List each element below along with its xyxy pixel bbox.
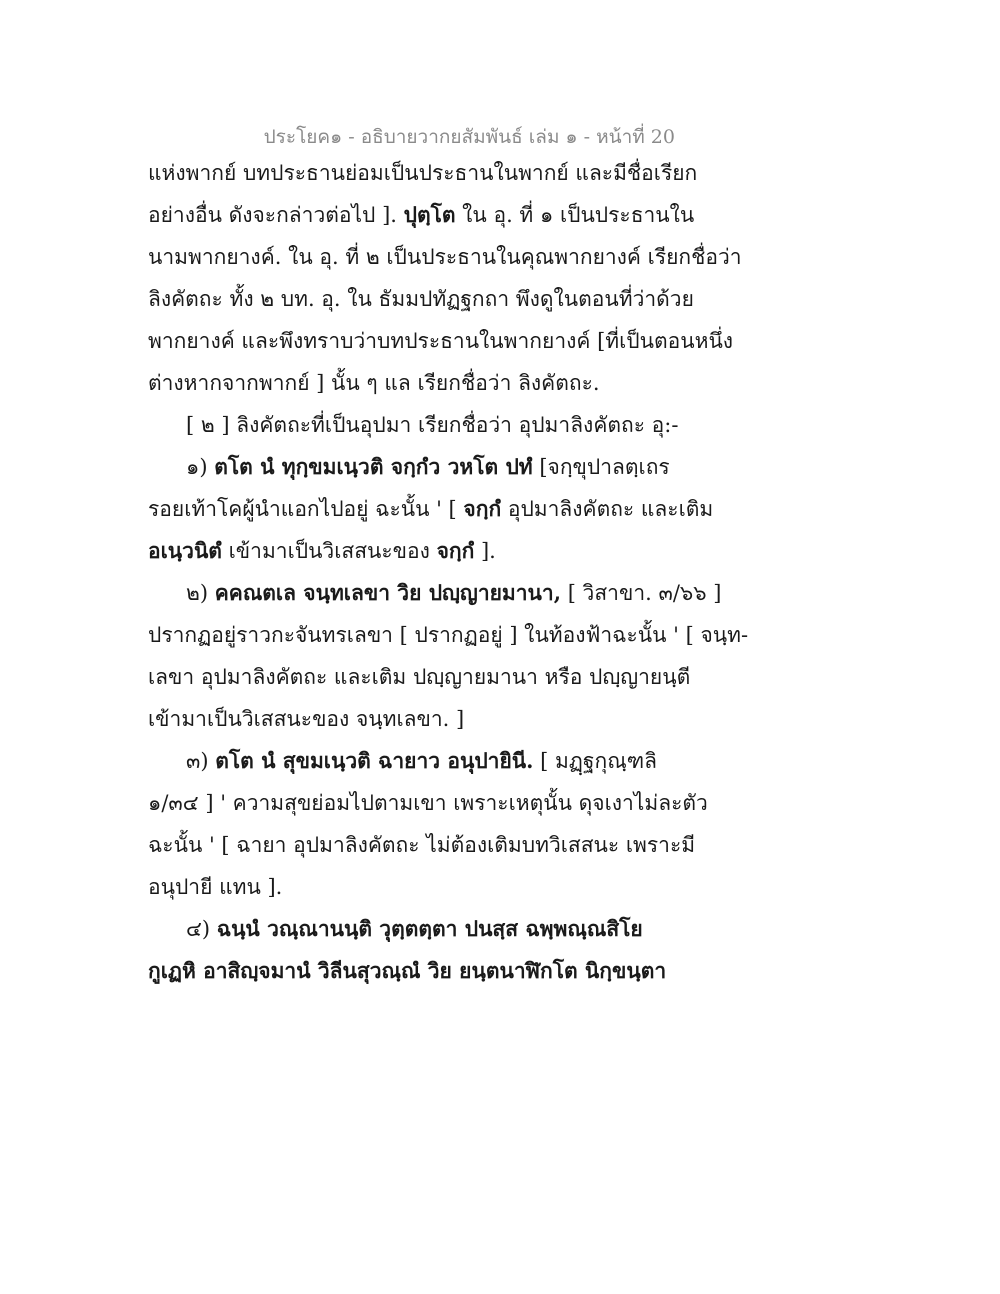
text-line xyxy=(186,410,726,440)
text-line xyxy=(148,494,714,524)
text-line xyxy=(148,956,688,986)
text-line xyxy=(148,536,688,566)
text-run: ใน อุ. ที่ ๑ เป็นประธานใน xyxy=(455,203,695,227)
pali-term: จกฺกํ xyxy=(436,538,475,563)
text-line xyxy=(148,326,734,356)
page-header: ประโยค๑ - อธิบายวากยสัมพันธ์ เล่ม ๑ - หน้าที่ 20 xyxy=(263,126,675,148)
text-line xyxy=(148,158,698,188)
text-run: เลขา อุปมาลิงคัตถะ และเติม ปญฺญายมานา หรือ ปญฺญายนฺตี xyxy=(148,665,691,689)
text-line xyxy=(148,284,694,314)
item-number: ๑) xyxy=(186,455,215,479)
text-run: แห่งพากย์ บทประธานย่อมเป็นประธานในพากย์ และมีชื่อเรียก xyxy=(148,161,698,185)
pali-verse: ตโต นํ สุขมเนฺวติ ฉายาว อนุปายินี. xyxy=(215,748,534,773)
text-run: ปรากฏอยู่ราวกะจันทรเลขา [ ปรากฏอยู่ ] ในท้องฟ้าฉะนั้น ' [ จนฺท- xyxy=(148,623,749,647)
pali-verse: ตโต นํ ทุกฺขมเนฺวติ จกฺกํว วหโต ปทํ xyxy=(214,454,533,479)
text-run: เข้ามาเป็นวิเสสนะของ xyxy=(221,539,437,563)
pali-term: ปุตฺโต xyxy=(403,202,456,227)
text-run: อุปมาลิงคัตถะ และเติม xyxy=(501,497,714,521)
text-run: ]. xyxy=(474,539,496,563)
pali-verse: ฉนฺนํ วณฺณานนฺติ วุตฺตตฺตา ปนสฺส ฉพฺพณฺณสิโย xyxy=(216,916,643,941)
text-run: นามพากยางค์. ใน อุ. ที่ ๒ เป็นประธานในคุณพากยางค์ เรียกชื่อว่า xyxy=(148,245,742,269)
text-line xyxy=(148,200,695,230)
item-number: ๓) xyxy=(186,749,216,773)
text-run: อย่างอื่น ดังจะกล่าวต่อไป ]. xyxy=(148,203,404,227)
text-run: ต่างหากจากพากย์ ] นั้น ๆ แล เรียกชื่อว่า ลิงคัตถะ. xyxy=(148,371,600,395)
pali-term: จกฺกํ xyxy=(463,496,502,521)
text-run: ลิงคัตถะ ทั้ง ๒ บท. อุ. ใน ธัมมปทัฏฐกถา พึงดูในตอนที่ว่าด้วย xyxy=(148,287,694,311)
text-line xyxy=(148,704,688,734)
text-run: [ ๒ ] ลิงคัตถะที่เป็นอุปมา เรียกชื่อว่า อุปมาลิงคัตถะ อุ:- xyxy=(186,413,679,437)
text-line xyxy=(186,914,726,944)
text-line xyxy=(148,788,708,818)
text-line xyxy=(148,830,696,860)
text-line xyxy=(148,620,749,650)
text-line xyxy=(186,578,726,608)
text-line xyxy=(186,452,726,482)
pali-verse: คคณตเล จนฺทเลขา วิย ปญฺญายมานา, xyxy=(214,580,562,605)
text-line xyxy=(148,662,691,692)
text-run: รอยเท้าโคผู้นำแอกไปอยู่ ฉะนั้น ' [ xyxy=(148,497,464,521)
text-line xyxy=(148,872,688,902)
text-run: พากยางค์ และพึงทราบว่าบทประธานในพากยางค์ [ที่เป็นตอนหนึ่ง xyxy=(148,329,734,353)
text-run: [ วิสาขา. ๓/๖๖ ] xyxy=(561,581,722,605)
text-run: [ มฏฺฐกุณฺฑลิ xyxy=(533,749,657,773)
text-run: [จกฺขุปาลตฺเถร xyxy=(532,455,670,479)
pali-verse: กูเฏหิ อาสิญฺจมานํ วิลีนสุวณฺณํ วิย ยนฺตนาฬิกโต นิกฺขนฺตา xyxy=(148,958,667,983)
item-number: ๔) xyxy=(186,917,217,941)
text-run: ๑/๓๔ ] ' ความสุขย่อมไปตามเขา เพราะเหตุนั้น ดุจเงาไม่ละตัว xyxy=(148,791,708,815)
text-run: ฉะนั้น ' [ ฉายา อุปมาลิงคัตถะ ไม่ต้องเติมบทวิเสสนะ เพราะมี xyxy=(148,833,696,857)
pali-term: อเนฺวนิตํ xyxy=(148,538,222,563)
text-line xyxy=(148,368,688,398)
item-number: ๒) xyxy=(186,581,215,605)
text-line xyxy=(148,242,742,272)
text-line xyxy=(186,746,726,776)
text-run: เข้ามาเป็นวิเสสนะของ จนฺทเลขา. ] xyxy=(148,707,465,731)
text-run: อนุปายี แทน ]. xyxy=(148,875,283,899)
